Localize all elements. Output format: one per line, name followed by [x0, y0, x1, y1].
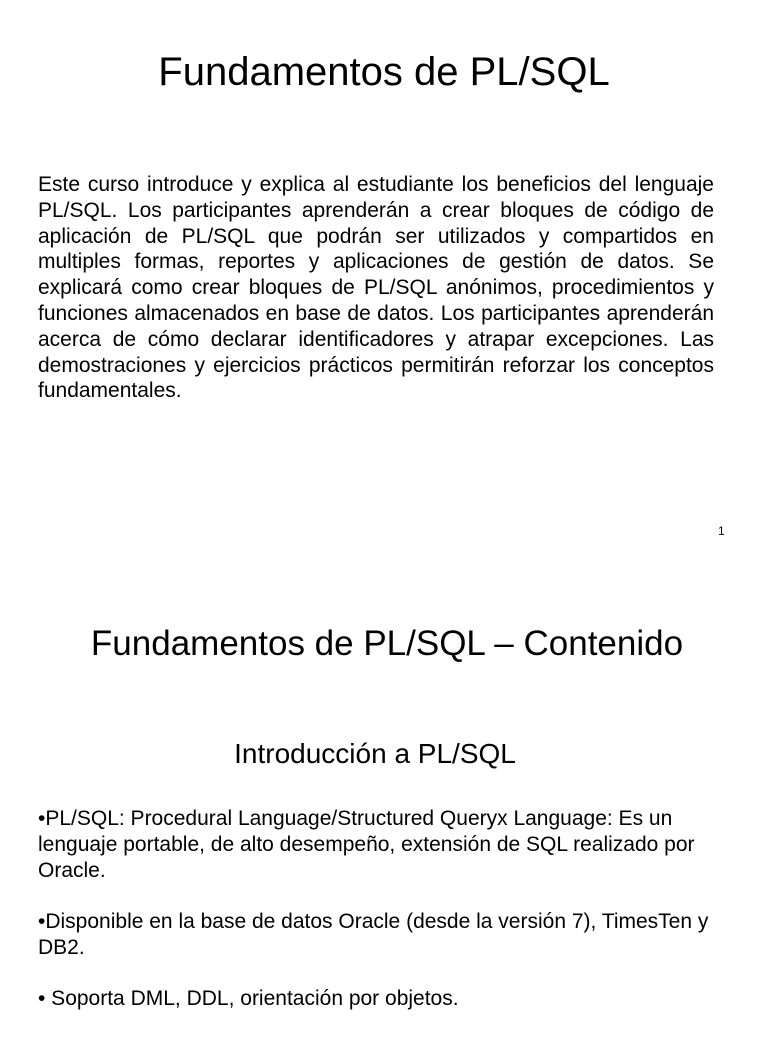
bullet-list: [38, 806, 728, 1037]
slide-2: [0, 560, 768, 1024]
slide-1-title: Fundamentos de PL/SQL: [158, 50, 610, 94]
slide-2-subtitle: Introducción a PL/SQL: [234, 738, 516, 769]
bullet-item: •Disponible en la base de datos Oracle (desde la versión 7), TimesTen y DB2.: [38, 910, 709, 959]
bullet-item: • Soporta DML, DDL, orientación por objetos.: [38, 987, 459, 1010]
slide-1-body: Este curso introduce y explica al estudiante los beneficios del lenguaje PL/SQL. Los participantes aprenderán a crear bloques de código de aplicación de PL/SQL que podrán ser utilizados y compartidos en multiples formas, reportes y aplicaciones de gestión de datos. Se explicará como crear bloques de PL/SQL anónimos, procedimientos y funciones almacenados en base de datos. Los participantes aprenderán acerca de cómo declarar identificadores y atrapar excepciones. Las demostraciones y ejercicios prácticos permitirán reforzar los conceptos fundamentales.: [38, 173, 714, 403]
bullet-item: •PL/SQL: Procedural Language/Structured Queryx Language: Es un lenguaje portable, de alto desempeño, extensión de SQL realizado por Oracle.: [38, 807, 695, 882]
page-number: 1: [718, 524, 725, 538]
slide-2-title: Fundamentos de PL/SQL – Contenido: [90, 624, 684, 663]
